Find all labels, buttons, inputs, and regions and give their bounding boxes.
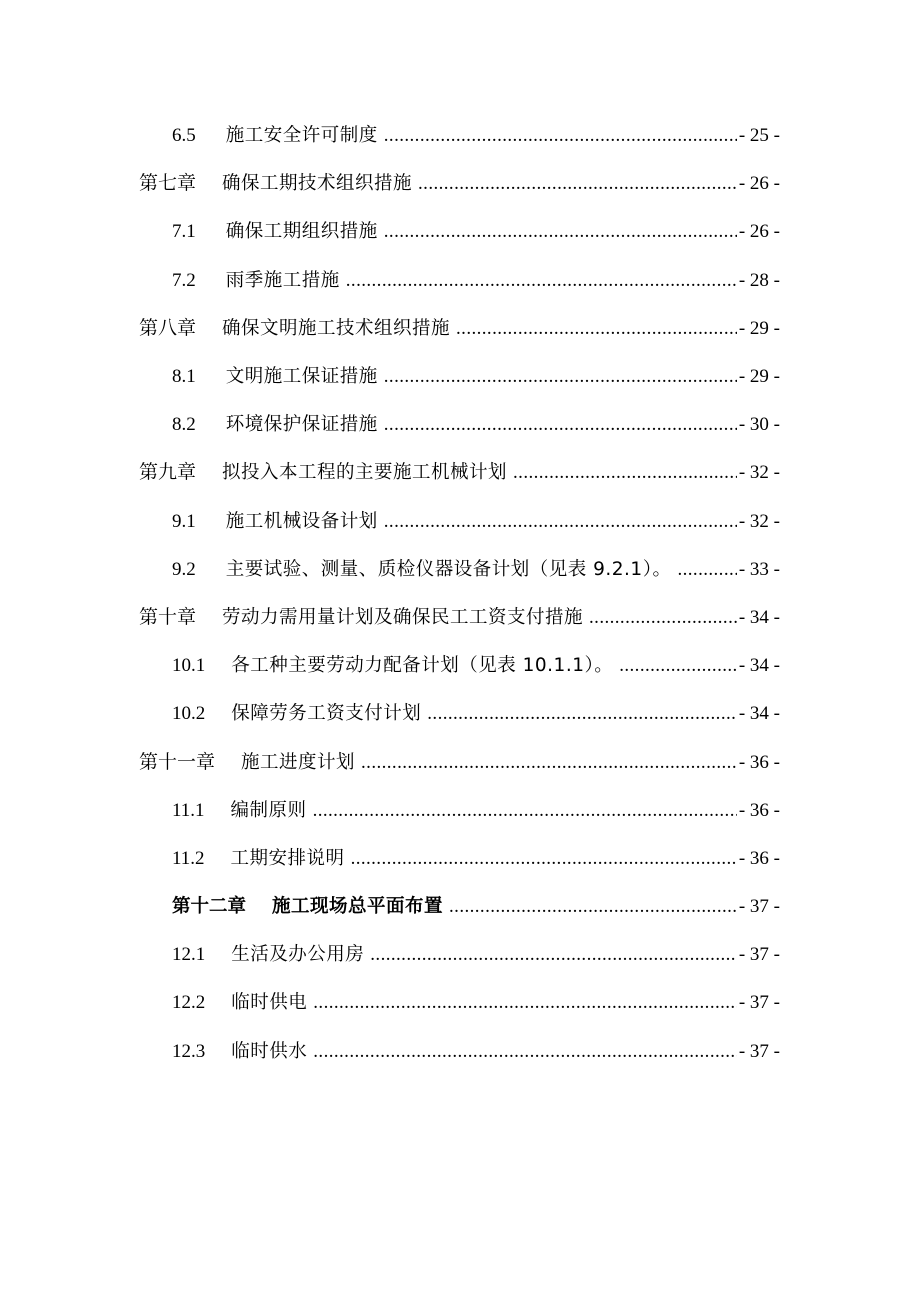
dot-leader: [677, 546, 736, 594]
toc-entry-number: 8.2: [172, 414, 196, 436]
dot-leader: [384, 401, 737, 449]
toc-entry-title: 施工安全许可制度: [225, 125, 378, 147]
dot-leader: [351, 835, 737, 883]
toc-entry-page: - 37 -: [738, 896, 780, 918]
dot-leader: [449, 883, 737, 931]
toc-entry-8-2[interactable]: [0, 401, 920, 449]
toc-entry-title: 文明施工保证措施: [225, 366, 378, 388]
toc-entry-page: - 26 -: [738, 221, 780, 243]
toc-entry-number: 10.2: [172, 703, 206, 725]
toc-entry-number: 第八章: [139, 317, 197, 339]
toc-entry-page: - 30 -: [738, 414, 780, 436]
toc-entry-12-2[interactable]: [0, 979, 920, 1027]
toc-entry-page: - 29 -: [738, 366, 780, 388]
dot-leader: [313, 1028, 737, 1076]
toc-entry-9-2[interactable]: [0, 546, 920, 594]
toc-entry-title: 临时供电: [231, 992, 308, 1014]
toc-entry-title: 劳动力需用量计划及确保民工工资支付措施: [222, 606, 584, 628]
dot-leader: [384, 353, 737, 401]
toc-entry-number: 第十二章: [172, 896, 247, 918]
toc-entry-title: 确保文明施工技术组织措施: [222, 317, 451, 339]
toc-entry-number: 8.1: [172, 366, 196, 388]
dot-leader: [384, 112, 737, 160]
toc-entry-chapter-8[interactable]: [0, 305, 920, 353]
toc-entry-title: 工期安排说明: [230, 847, 345, 869]
toc-entry-title: 施工进度计划: [241, 751, 356, 773]
dot-leader: [346, 257, 737, 305]
dot-leader: [313, 979, 737, 1027]
toc-entry-number: 第七章: [139, 173, 197, 195]
toc-entry-number: 6.5: [172, 125, 196, 147]
toc-entry-page: - 37 -: [738, 992, 780, 1014]
toc-entry-title: 生活及办公用房: [231, 944, 365, 966]
toc-entry-page: - 36 -: [738, 799, 780, 821]
toc-entry-page: - 34 -: [738, 606, 780, 628]
toc-entry-title: 环境保护保证措施: [225, 414, 378, 436]
toc-entry-title: 确保工期组织措施: [225, 221, 378, 243]
dot-leader: [619, 642, 737, 690]
dot-leader: [427, 690, 737, 738]
toc-entry-page: - 37 -: [738, 1040, 780, 1062]
dot-leader: [384, 208, 737, 256]
toc-entry-10-1[interactable]: [0, 642, 920, 690]
toc-entry-page: - 32 -: [738, 510, 780, 532]
toc-entry-chapter-7[interactable]: [0, 160, 920, 208]
dot-leader: [361, 739, 737, 787]
toc-entry-number: 12.3: [172, 1040, 206, 1062]
toc-entry-page: - 33 -: [738, 558, 780, 580]
toc-entry-page: - 32 -: [738, 462, 780, 484]
toc-entry-title: 主要试验、测量、质检仪器设备计划（见表 9.2.1）。: [225, 558, 672, 580]
toc-entry-8-1[interactable]: [0, 353, 920, 401]
toc-entry-title: 拟投入本工程的主要施工机械计划: [222, 462, 508, 484]
toc-entry-page: - 28 -: [738, 269, 780, 291]
toc-entry-chapter-11[interactable]: [0, 738, 920, 786]
toc-entry-page: - 37 -: [738, 944, 780, 966]
toc-entry-number: 第十章: [139, 606, 197, 628]
toc-entry-12-3[interactable]: [0, 1028, 920, 1076]
dot-leader: [370, 931, 737, 979]
dot-leader: [589, 594, 737, 642]
toc-entry-number: 12.2: [172, 992, 206, 1014]
toc-entry-number: 7.1: [172, 221, 196, 243]
toc-entry-number: 9.1: [172, 510, 196, 532]
toc-entry-title: 临时供水: [231, 1040, 308, 1062]
toc-entry-title: 保障劳务工资支付计划: [231, 703, 422, 725]
table-of-contents: [0, 112, 920, 1076]
toc-entry-number: 11.2: [172, 847, 205, 869]
toc-entry-chapter-10[interactable]: [0, 594, 920, 642]
toc-entry-7-2[interactable]: [0, 257, 920, 305]
dot-leader: [384, 498, 737, 546]
toc-entry-number: 10.1: [172, 655, 206, 677]
dot-leader: [313, 787, 737, 835]
toc-entry-page: - 36 -: [738, 847, 780, 869]
toc-entry-title: 确保工期技术组织措施: [222, 173, 413, 195]
toc-entry-page: - 34 -: [738, 703, 780, 725]
toc-entry-page: - 25 -: [738, 125, 780, 147]
toc-entry-page: - 29 -: [738, 317, 780, 339]
toc-entry-title: 雨季施工措施: [225, 269, 340, 291]
toc-entry-page: - 34 -: [738, 655, 780, 677]
toc-entry-11-2[interactable]: [0, 835, 920, 883]
toc-entry-page: - 36 -: [738, 751, 780, 773]
toc-entry-11-1[interactable]: [0, 787, 920, 835]
dot-leader: [513, 449, 737, 497]
toc-entry-7-1[interactable]: [0, 208, 920, 256]
toc-entry-title: 施工现场总平面布置: [272, 896, 444, 918]
toc-entry-page: - 26 -: [738, 173, 780, 195]
toc-entry-number: 第十一章: [139, 751, 216, 773]
toc-entry-number: 11.1: [172, 799, 205, 821]
toc-entry-10-2[interactable]: [0, 690, 920, 738]
toc-entry-title: 各工种主要劳动力配备计划（见表 10.1.1）。: [231, 655, 614, 677]
toc-entry-12-1[interactable]: [0, 931, 920, 979]
toc-entry-6-5[interactable]: [0, 112, 920, 160]
dot-leader: [418, 160, 737, 208]
toc-entry-chapter-12[interactable]: [0, 883, 920, 931]
toc-entry-number: 7.2: [172, 269, 196, 291]
toc-entry-title: 施工机械设备计划: [225, 510, 378, 532]
toc-entry-number: 12.1: [172, 944, 206, 966]
toc-entry-chapter-9[interactable]: [0, 449, 920, 497]
toc-entry-number: 9.2: [172, 558, 196, 580]
dot-leader: [456, 305, 737, 353]
toc-entry-number: 第九章: [139, 462, 197, 484]
toc-entry-9-1[interactable]: [0, 498, 920, 546]
toc-entry-title: 编制原则: [230, 799, 307, 821]
